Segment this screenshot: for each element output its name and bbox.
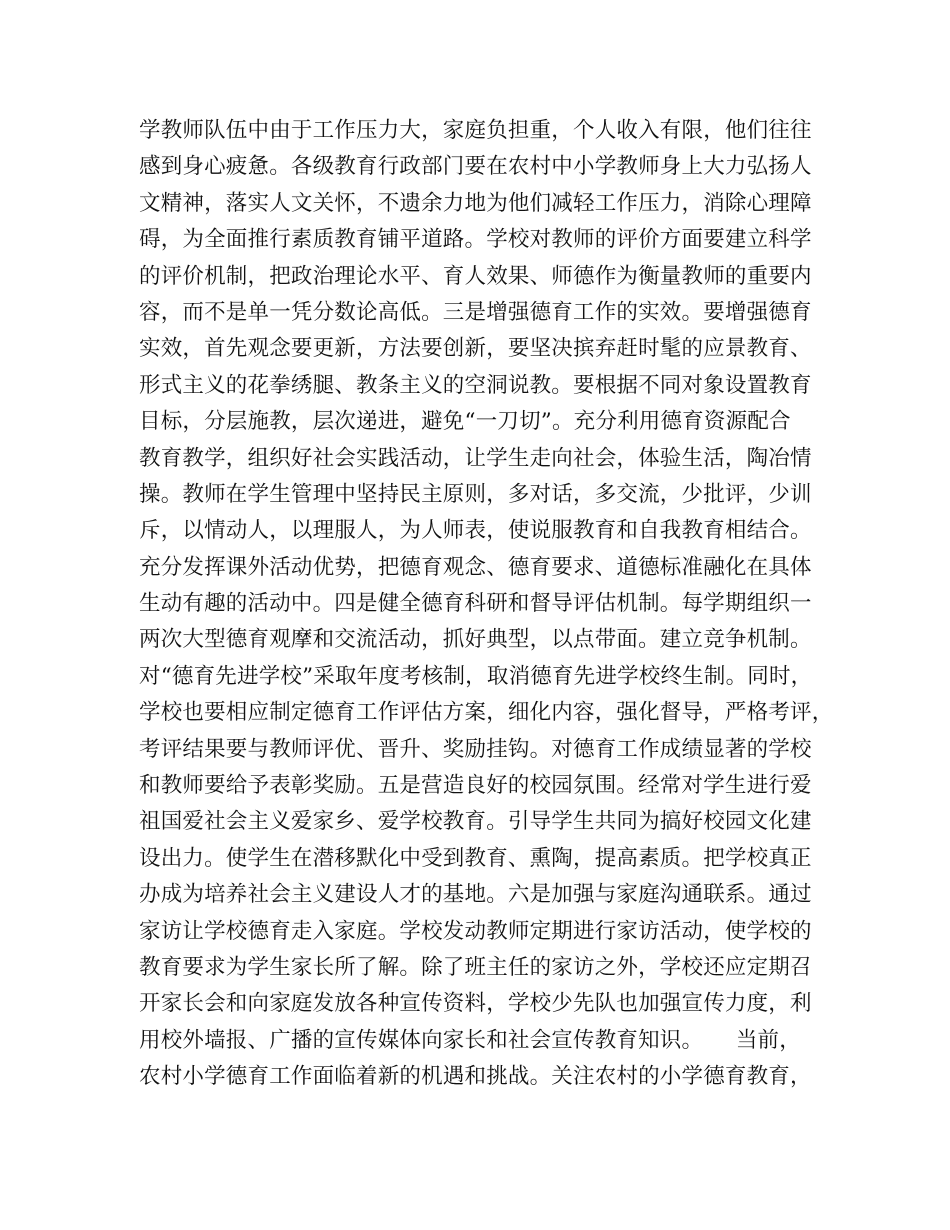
text-line: 祖国爱社会主义爱家乡、爱学校教育。引导学生共同为搞好校园文化建 xyxy=(139,809,812,835)
text-line: 学校也要相应制定德育工作评估方案，细化内容，强化督导，严格考评， xyxy=(139,700,834,726)
text-line: 设出力。使学生在潜移默化中受到教育、熏陶，提高素质。把学校真正 xyxy=(139,845,812,871)
text-line: 充分发挥课外活动优势，把德育观念、德育要求、道德标准融化在具体 xyxy=(139,554,812,580)
text-line: 和教师要给予表彰奖励。五是营造良好的校园氛围。经常对学生进行爱 xyxy=(139,773,812,799)
text-line: 碍，为全面推行素质教育铺平道路。学校对教师的评价方面要建立科学 xyxy=(139,227,812,253)
text-line: 教育要求为学生家长所了解。除了班主任的家访之外，学校还应定期召 xyxy=(139,954,812,980)
text-line: 的评价机制，把政治理论水平、育人效果、师德作为衡量教师的重要内 xyxy=(139,263,812,289)
text-line: 考评结果要与教师评优、晋升、奖励挂钩。对德育工作成绩显著的学校 xyxy=(139,736,812,762)
text-line: 目标，分层施教，层次递进，避免“一刀切”。充分利用德育资源配合 xyxy=(139,409,791,435)
text-line: 生动有趣的活动中。四是健全德育科研和督导评估机制。每学期组织一 xyxy=(139,591,812,617)
text-line: 感到身心疲惫。各级教育行政部门要在农村中小学教师身上大力弘扬人 xyxy=(139,154,812,180)
text-line: 办成为培养社会主义建设人才的基地。六是加强与家庭沟通联系。通过 xyxy=(139,882,812,908)
text-line: 形式主义的花拳绣腿、教条主义的空洞说教。要根据不同对象设置教育 xyxy=(139,372,812,398)
text-line: 容，而不是单一凭分数论高低。三是增强德育工作的实效。要增强德育 xyxy=(139,299,812,325)
text-line: 开家长会和向家庭发放各种宣传资料，学校少先队也加强宣传力度，利 xyxy=(139,991,812,1017)
text-line: 斥，以情动人，以理服人，为人师表，使说服教育和自我教育相结合。 xyxy=(139,518,812,544)
text-line: 用校外墙报、广播的宣传媒体向家长和社会宣传教育知识。 当前， xyxy=(139,1027,801,1053)
text-line: 两次大型德育观摩和交流活动，抓好典型，以点带面。建立竞争机制。 xyxy=(139,627,812,653)
text-line: 学教师队伍中由于工作压力大，家庭负担重，个人收入有限，他们往往 xyxy=(139,118,812,143)
text-line: 农村小学德育工作面临着新的机遇和挑战。关注农村的小学德育教育， xyxy=(139,1064,812,1090)
text-line: 文精神，落实人文关怀，不遗余力地为他们减轻工作压力，消除心理障 xyxy=(139,190,812,216)
body-text xyxy=(139,113,834,1096)
text-line: 家访让学校德育走入家庭。学校发动教师定期进行家访活动，使学校的 xyxy=(139,918,812,944)
text-line: 教育教学，组织好社会实践活动，让学生走向社会，体验生活，陶冶情 xyxy=(139,445,812,471)
text-line: 操。教师在学生管理中坚持民主原则，多对话，多交流，少批评，少训 xyxy=(139,481,812,507)
text-line: 对“德育先进学校”采取年度考核制，取消德育先进学校终生制。同时， xyxy=(139,663,813,689)
text-line: 实效，首先观念要更新，方法要创新，要坚决摈弃赶时髦的应景教育、 xyxy=(139,336,812,362)
